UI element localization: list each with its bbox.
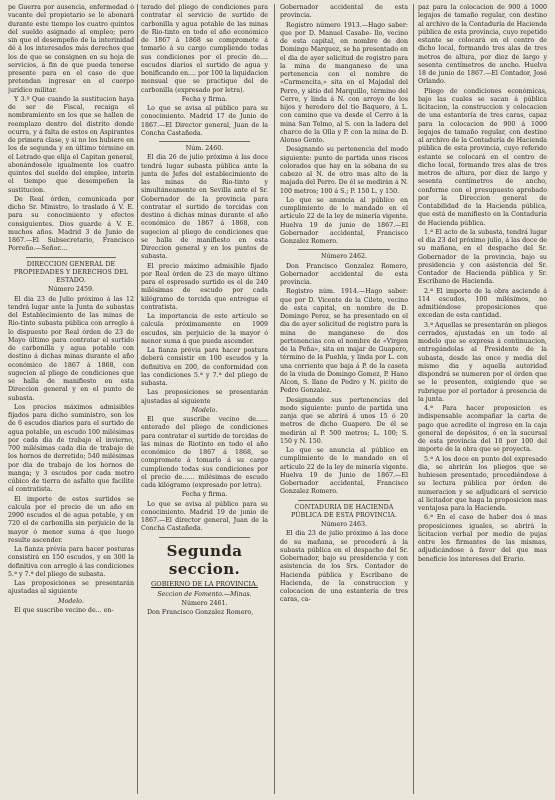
section-heading: DIRECCION GENERAL DE PROPIEDADES Y DERECHOS DEL ESTADO.: [13, 260, 129, 284]
paragraph: El dia 23 de Julio próximo á las 12 tendrá lugar ante la Junta de subastas del Establecimiento de las minas de Rio-tinto subasta pública con arreglo á lo dispuesto por Real órden de 23 de Mayo último para contratar el surtido de carbonilla y agua potable con destino á dichas minas durante el año económico de 1867 á 1868, con sugecion al pliego de condiciones que se halla de manifiesto en esta Direccion general y en el punto de subasta.: [8, 295, 134, 402]
divider: [26, 257, 116, 258]
paragraph: El que suscribe vecino de... en-: [14, 606, 114, 614]
paragraph: El dia 26 de julio próximo á las doce tendrá lugar subasta pública ante la junta de Jefes del establecimiento de las minas de Rio-tinto y simultáneamente en Sevilla ante el Sr. Gobernador de la provincia para contratar el surtido de torcidas con destino á dichas minas durante el año económico de 1867 á 1868, con sugecion al pliego de condiciones que se halla de manifiesto en esta Direccion general y en los puntos de subasta.: [141, 154, 268, 261]
paragraph: Designando su pertenencia del modo siguiente: punto de partida unos riscos colorados que hay en la sóbana de su cabezo al N. de otro mas alto de la majada del Perro. De él se medirán á N. 100 metros; 100 á S.; P. 150 L. y 150.: [280, 146, 408, 195]
paragraph: Don Francisco Gonzalez Romero, Gobernador accidental de esta provincia.: [280, 262, 408, 286]
divider: [298, 249, 390, 250]
paragraph: Lo que se avisa al público para su conocimiento. Madrid 17 de Junio de 1867.—El Director general, Juan de la Concha Castañeda.: [141, 105, 268, 137]
paragraph: Los precios máximos admisibles fijados para dicho suministro, son los de 6 escudos diarios para el surtido de agua potable, un escudo 100 milésimas por cada dia de trabajo el invierno, 700 milésimas cada dia de trabajo de los hornos de derretido; 540 milésimas por dia de trabajo de los hornos de manga; y 3 escudos por cada metro cúbico de tierra de asfalto que facilite el contratista.: [8, 403, 134, 494]
paragraph: El que suscribe vecino de...... enterado del pliego de condiciones para contratar el surtido de torcidas de las minas de Riotinto en todo el año económico de 1867 á 1868, se compromete á tomarlo á su cargo cumpliendo todas sus condiciones por el precio de...... milésimas de escudo cada kilógramo (expresado por letra).: [141, 416, 268, 489]
paragraph: pe Guerra por ausencia, enfermedad ó vacante del propietario se le abonará durante este tiempo los cuatro quintos del sueldo asignado al empleo; pero sin que el desempeño de la interinidad dé á los interesados más derechos que los de que se consignen en su hoja de servicios, á fin de que pueda tenerse presente para en el caso de que pretendan ingresar en el cuerpo jurídico militar.: [8, 4, 134, 94]
condition-item: 6.ª En el caso de haber dos ó mas proposiciones iguales, se abrirá la licitacion verbal por medio de pujas entre los firmantes de las mismas, adjudicándose á favor del que mas beneficie los intereses del Erario.: [418, 514, 547, 563]
condition-item: 2.ª El importe de la obra asciende á 114 escudos, 100 milésimos, no admitiéndose proposiciones que excedan de esta cantidad.: [418, 287, 547, 320]
paragraph: El precio máximo admisible fijado por Real órden de 23 de mayo último para el espresado surtido es el de 240 milésimas de escudo por cada kilógramo de torcida que entregue el contratista.: [141, 262, 268, 311]
paragraph: Registro número 1913.—Hago saber: que por D. Manuel Casabe- llo, vecino de esta capital, en nombre de don Domingo Marquez, se ha presentado en el dia de ayer solicitud de registro para la mina de manganeso de una pertenencia con el nombre de «Carmencita,» sita en el Majadal del Perro, y sitio del Marquillo, término del Cerro, y linda á N. con arroyo de los hijos y heredero del tio Baquero, á L. con camino que va desde el Cerro á la mina San Telmo, al S. con la ladera del charco de la Olla y P. con la mina de D. Alonso Gento.: [280, 21, 408, 144]
condition-item: 1.ª El acto de la subasta, tendrá lugar el dia 23 del próximo julio, á las doce de su mañana, en el despacho del Sr. Gobernador de la provincia, bajo su presidencia y con asistencia del Sr. Contador de Hacienda pública y Sr. Escribano de Hacienda.: [418, 228, 547, 286]
divider: [159, 537, 250, 538]
condition-item: 4.ª Para hacer proposicion es indispensable acompañar la carta de pago que acredite el ingreso en la caja general de depósitos, ó en la sucursal de esta provincia del 10 por 100 del importe de la obra que se proyecta.: [418, 405, 547, 454]
section-heading: CONTADURIA DE HACIENDA PÚBLICA DE ESTA PROVINCIA.: [290, 503, 398, 519]
column-4: [418, 4, 547, 796]
paragraph: Y 3.º Que cuando la sustitucion haya de ser de Fiscal, recaiga el nombramiento en los que se hallen de reemplazo dentro del distrito donde ocurra, y á falta de estos en Aspirantes de primera clase, y si no los hubiere en los de segunda y en último término en el Letrado que elija el Capitan general, abonándosele igualmente los cuatro quintos del sueldo del empleo, interin el tiempo que desempeñen la sustitucion.: [8, 95, 134, 194]
paragraph: paz para la colocacion de 900 á 1000 legajos de tamaño regular, con destino al archivo de la Contaduría de Hacienda pública de esta provincia, cuyo repetido estante se colocará en el centro de dicho local, formando tres alas de tres metros de altura, por diez de largo y sesenta centímetros de ancho. Huelva 18 de junio de 1867.—El Contador, José Orlando.: [418, 4, 547, 86]
column-3: [280, 4, 408, 796]
paragraph: Registro núm. 1914.—Hago saber: que por D. Vicente de la Cilete, vecino de esta capital, en nombre de D. Domingo Perez, se ha presentado en el dia de ayer solicitud de registro para la mina de manganeso de dos pertenencias con el nombre de «Virgen de la Peña», sita en majar de Guapero, término de la Puebla, y linda por L. con una corriente que baja á P. de la caseta de la viuda de Domingo Gomez, P. Hano Alcon, S. llano de Pedro y N. picito de Pedro Gonzalez.: [280, 288, 408, 395]
paragraph: Don Francisco Gonzalez Romero,: [147, 609, 254, 617]
notice-number: Núm. 2460.: [185, 145, 224, 152]
paragraph: El dia 23 de julio próximo á las doce de su mañana, se procederá á la subasta pública en el despacho del Sr. Gobernador, bajo su presidencia y con asistencia de los Srs. Contador de Hacienda pública y Escribano de Hacienda, de la construccion y colocacion de una estantería de tres caras, ca-: [280, 530, 408, 604]
model-label: Modelo.: [58, 597, 84, 605]
column-rule: [413, 4, 414, 794]
condition-item: 5.ª A los doce en punto del expresado dia, se abrirán los pliegos que se hubiesen presentado, procediéndose á su lectura pública por órden de numeracion y se adjudicará el servicio al licitador que haga la proposicion mas ventajosa para la Hacienda.: [418, 455, 547, 512]
paragraph: Lo que se anuncia al público en cumplimiento de lo mandado en el artículo 22 de la ley de minería vigente. Huelva 19 de Junio de 1867.—El Gobernador accidental, Francisco Gonzalez Romero.: [280, 447, 408, 496]
divider: [298, 500, 390, 501]
condition-item: 3.ª Aquellas se presentarán en pliegos cerrados, ajustadas en un todo al modelo que se expresa á continuacion, entregándolas al Presidente de la subasta, desde las once y media del mismo dia y aquella autoridad dispondrá se numeren por el órden que se le presenten, exigiendo que se rubrique por el portador á presencia de la junta.: [418, 321, 547, 403]
paragraph: Lo que se avisa al público para su conocimiento. Madrid 19 de junio de 1867.—El director general, Juan de la Concha Castañeda.: [141, 500, 268, 533]
paragraph: Lo que se anuncia al público en cumplimiento de lo mandado en el artículo 22 de la ley de minería vigente. Huelva 19 de junio de 1867.—El Gobernador accidental, Francisco Gonzalez Romero.: [280, 196, 408, 245]
paragraph: El importe de estos surtidos se calcula por el precio de un año en 2990 escudos el de agua potable, y en 720 el de carbonilla sin perjuicio de la mayor ó menor suma á que luego resulte ascender.: [8, 495, 134, 544]
divider: [159, 141, 250, 142]
subsection-label: Seccion de Fomento.—Minas.: [157, 590, 252, 598]
column-1: [8, 4, 134, 796]
notice-number: Número 2463.: [320, 521, 368, 528]
paragraph: La fianza prévia para hacer posturas consistirá en 150 escudos, y en 300 la definitiva con arreglo á las condiciones 5.ª y 7.ª del pliego de subasta.: [8, 546, 134, 578]
paragraph: terado del pliego de condiciones para contratar el servicio de surtido de carbonilla y agua potable de las minas de Rio-tinto en todo el año económico de 1867 á 1868 se compromete á tomarlo á su cargo cumpliendo todas sus condiciones por el precio de.... escudos diarios el surtido de agua y bonificando en.... por 100 la liquidacion mensual que se practique del de carbonilla (expresado por letra).: [141, 4, 268, 94]
notice-number: Número 2461.: [181, 600, 228, 607]
model-label: Modelo.: [191, 406, 218, 414]
signature-line: Fecha y firma.: [181, 95, 228, 103]
notice-number: Número 2459.: [47, 286, 95, 294]
paragraph: Designando sus pertenencias del modo siguiente: punto de partida una zanja que se abrirá á unos 15 ó 20 metros de dicho Guapero. De él se medirán al P. 500 metros; L. 100; S. 150 y N. 150.: [280, 396, 408, 445]
paragraph: Gobernador accidental de esta provincia.: [280, 4, 408, 20]
column-2: [141, 4, 268, 796]
column-rule: [137, 4, 138, 794]
paragraph: De Real órden, comunicada por dicho Sr. Ministro, lo traslado á V. E. para su conocimiento y efectos consiguientes. Dios guarde á V. E. muchos años. Madrid 3 de Junio de 1867.—El Subsecretario, Francisco Porreño.—Señor....: [8, 195, 134, 253]
section-title: Segunda seccion.: [166, 541, 243, 578]
paragraph: Pliego de condiciones económicas, bajo las cuales se sacan á pública licitacion, la construccion y colocacion de una estantería de tres caras, capaz para la colocacion de 900 á 1000 legajos de tamaño regular, con destino al archivo de la Contaduría de Hacienda pública de esta provincia, cuyo referido estante se colocará en el centro de dicho local, formando tres alas de tres metros de altura, por diez de largo y sesenta centímetros de ancho, conforme con el presupuesto aprobado por la Direccion general de Contabilidad de la Hacienda pública, que está de manifiesto en la Contaduría de Hacienda pública.: [418, 87, 547, 227]
signature-line: Fecha y firma.: [181, 491, 228, 499]
paragraph: Las proposiciones se presentarán ajustadas al siguiente: [141, 389, 268, 405]
section-subtitle: GOBIERNO DE LA PROVINCIA.: [151, 579, 258, 588]
notice-number: Número 2462.: [320, 253, 368, 261]
column-rule: [274, 4, 275, 794]
paragraph: La importancia de este artículo se calcula próximamente en 1909 escudos, sin perjuicio de la mayor ó menor suma á que pueda ascender.: [141, 313, 268, 345]
paragraph: La fianza prévia para hacer postura deberá consistir en 100 escudos y la definitiva en 200, de conformidad con las condiciones 5.ª y 7.ª del pliego de subasta.: [141, 347, 268, 387]
paragraph: Las proposiciones se presentarán ajustadas al siguiente: [8, 580, 134, 596]
